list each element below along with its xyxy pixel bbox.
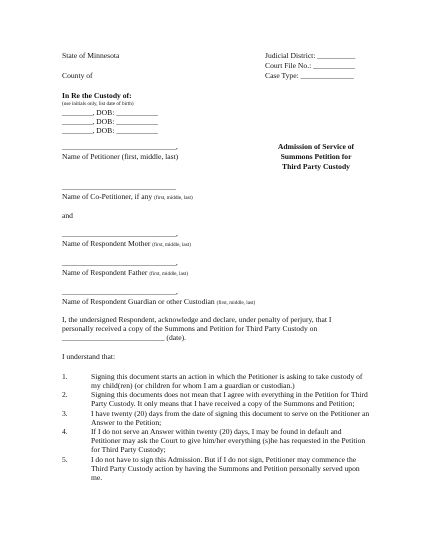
- list-item-number: 3.: [62, 408, 68, 418]
- child-dob-field-3[interactable]: ________, DOB: ___________: [62, 126, 158, 135]
- mother-label-row: [62, 239, 191, 248]
- declaration-line2: personally received a copy of the Summons and Petition for Third Party Custody on: [62, 324, 318, 333]
- document-title-line2: Summons Petition for: [280, 152, 352, 161]
- judicial-district-field[interactable]: Judicial District: __________: [265, 51, 356, 60]
- and-label: and: [62, 211, 73, 220]
- copetitioner-label: Name of Co-Petitioner, if any: [62, 192, 153, 201]
- petitioner-label: Name of Petitioner (first, middle, last): [62, 152, 179, 161]
- list-item-text: Signing this document starts an action in which the Petitioner is asking to take custody of my child(ren) (or children for whom I am a guardian or custodian.): [91, 372, 363, 391]
- list-item: [62, 455, 372, 482]
- acknowledgement-list: [62, 372, 372, 482]
- list-item: [62, 372, 372, 390]
- custody-note: (use initials only, list date of birth): [62, 101, 134, 107]
- list-item-number: 2.: [62, 390, 68, 400]
- list-item: [62, 427, 372, 454]
- father-label-row: [62, 268, 188, 277]
- guardian-label-row: [62, 297, 255, 306]
- father-name-field[interactable]: ______________________________,: [62, 258, 178, 267]
- copetitioner-name-field[interactable]: ______________________________: [62, 182, 176, 191]
- list-item-text: I have twenty (20) days from the date of signing this document to serve on the Petitioner an Answer to the Petition;: [91, 408, 370, 427]
- list-item-text: I do not have to sign this Admission. But if I do not sign, Petitioner may commence the Third Party Custody action by having the Summons and Petition personally served upon me.: [91, 454, 360, 482]
- father-hint: (first, middle, last): [149, 271, 188, 277]
- court-file-no-field[interactable]: Court File No.: ___________: [265, 61, 355, 70]
- list-item-number: 4.: [62, 427, 68, 437]
- child-dob-field-1[interactable]: ________, DOB: ___________: [62, 108, 158, 117]
- father-label: Name of Respondent Father: [62, 268, 148, 277]
- list-item-text: Signing this documents does not mean that I agree with everything in the Petition for Third Party Custody. It only means that I have received a copy of the Summons and Petition;: [91, 390, 368, 409]
- document-title-line1: Admission of Service of: [277, 142, 355, 151]
- list-item-number: 5.: [62, 454, 68, 464]
- mother-name-field[interactable]: ______________________________,: [62, 229, 178, 238]
- child-dob-field-2[interactable]: ________, DOB: ___________: [62, 117, 158, 126]
- guardian-hint: (first, middle, last): [216, 300, 256, 306]
- understand-label: I understand that:: [62, 352, 116, 361]
- county-label: County of: [62, 71, 93, 80]
- list-item: [62, 409, 372, 427]
- petitioner-name-field[interactable]: ______________________________,: [62, 142, 178, 151]
- document-title-line3: Third Party Custody: [282, 162, 350, 171]
- case-type-field[interactable]: Case Type: ______________: [265, 71, 354, 80]
- mother-label: Name of Respondent Mother: [62, 239, 151, 248]
- custody-title: In Re the Custody of:: [62, 91, 132, 100]
- declaration-line1: I, the undersigned Respondent, acknowledge and declare, under penalty of perjury, that I: [62, 315, 332, 324]
- copetitioner-hint: (first, middle, last): [154, 195, 193, 201]
- guardian-name-field[interactable]: ______________________________,: [62, 287, 178, 296]
- state-label: State of Minnesota: [62, 51, 120, 60]
- list-item: [62, 390, 372, 408]
- list-item-text: If I do not serve an Answer within twenty (20) days, I may be found in default and Petitioner may ask the Court to give him/her everything (s)he has requested in the Petition for Third Party Custody;: [91, 427, 366, 455]
- mother-hint: (first, middle, last): [152, 242, 191, 248]
- copetitioner-label-row: [62, 192, 193, 201]
- received-date-field[interactable]: ___________________________ (date).: [62, 333, 187, 342]
- list-item-number: 1.: [62, 372, 68, 381]
- guardian-label: Name of Respondent Guardian or other Custodian: [62, 297, 215, 306]
